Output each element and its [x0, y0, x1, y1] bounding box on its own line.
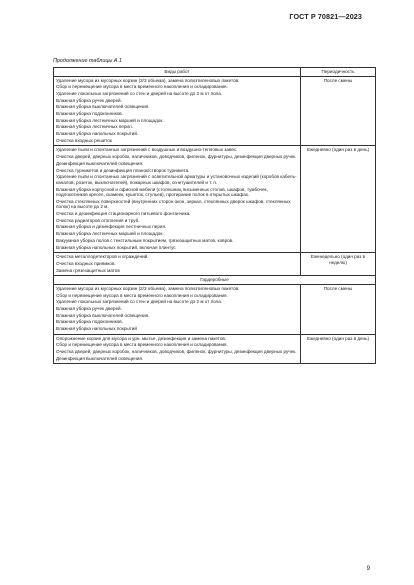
table-row	[54, 146, 376, 253]
work-item: Очистка металлодетекторов и ограждений.	[56, 254, 149, 260]
work-item: Сбор и перемещение мусора в места временного накопления и складирования.	[56, 292, 228, 298]
works-cell	[54, 76, 301, 146]
work-item: Влажная уборка ручек дверей.	[56, 97, 122, 103]
works-cell	[54, 146, 301, 253]
work-item: Сбор и перемещение мусора в места временного накопления и складирования.	[56, 342, 228, 348]
work-item: Удаление мусора из мусорных корзин (2/3 объема), замена полиэтиленовых пакетов.	[56, 77, 240, 83]
work-item: Влажная уборка лестничных перил.	[56, 124, 133, 130]
work-item: Влажная уборка подоконников.	[56, 111, 124, 117]
column-header-periodicity: Периодичность	[301, 68, 376, 77]
work-item: Удаление локальных загрязнений со стен и дверей на высоте до 2 м от пола.	[56, 90, 223, 96]
work-item: Влажная уборка напольных покрытий.	[56, 131, 139, 137]
table-body	[54, 76, 376, 364]
works-cell	[54, 284, 301, 334]
table-row	[54, 284, 376, 334]
work-item: Очистка входных решеток	[56, 137, 112, 143]
column-header-works: Виды работ	[54, 68, 301, 77]
work-item: Сбор и перемещение мусора в места временного накопления и складирования.	[56, 84, 228, 90]
work-item: Влажная уборка ручек дверей.	[56, 305, 122, 311]
work-item: Очистка входных приямков.	[56, 260, 116, 266]
periodicity-cell: После смены	[301, 76, 376, 146]
work-item: Удаление локальных загрязнений со стен и дверей на высоте до 2 м от пола.	[56, 299, 223, 305]
periodicity-cell: Еженедельно (один раз в неделю)	[301, 253, 376, 276]
periodicity-cell: После смены	[301, 284, 376, 334]
work-item: Влажная уборка корпусной и офисной мебели (столешниц письменных столов, шкафов, тумбочек, подлокотников кресел, скамеек, кушеток, стульев), протирание полок в открытых шкафах.	[56, 186, 268, 198]
page-number: 9	[366, 566, 370, 572]
works-cell	[54, 334, 301, 364]
work-item: Вакуумная уборка полов с текстильным покрытием, грязезащитных матов, ковров.	[56, 237, 234, 243]
work-item: Очистка стеклянных поверхностей (внутренних сторон окон, зеркал, стеклянных дверок шкафов, стеклянных полок) на высоте до 2 м.	[56, 198, 291, 210]
periodicity-cell: Ежедневно (один раз в день)	[301, 146, 376, 253]
work-item: Удаление пыли и спонтанных загрязнений с осветительной арматуры и установочных изделий (коробов кабель-каналов, розеток, выключателей), пожарных шкафов, огнетушителей и т. п.	[56, 174, 297, 185]
work-item: Замена грязезащитных матов	[56, 267, 120, 273]
work-item: Дезинфекция выключателей освещения.	[56, 355, 144, 361]
work-item: Дезинфекция выключателей освещения.	[56, 160, 144, 166]
section-row-wardrobes	[54, 276, 376, 285]
table-row	[54, 334, 376, 364]
work-item: Влажная уборка и дезинфекция лестничных перил.	[56, 224, 167, 230]
work-item: Очистка радиаторов отопления и труб.	[56, 217, 140, 223]
work-item: Влажная уборка напольных покрытий	[56, 325, 137, 331]
work-item: Опорожнение корзин для мусора и урн, мытье, дезинфекция и замена пакетов.	[56, 335, 227, 341]
work-item: Влажная уборка лестничных маршей и площадок.	[56, 117, 164, 123]
cleaning-table	[53, 67, 376, 364]
work-item: Влажная уборка выключателей освещения.	[56, 312, 150, 318]
document-code: ГОСТ Р 70821—2023	[289, 12, 362, 21]
table-row	[54, 76, 376, 146]
work-item: Очистка и дезинфекция стационарного питьевого фонтанчика.	[56, 211, 191, 217]
works-cell	[54, 253, 301, 276]
periodicity-cell: Ежедневно (один раз в день)	[301, 334, 376, 364]
table-row	[54, 253, 376, 276]
work-item: Очистка дверей, дверных коробок, наличников, доводчиков, филенок, фурнитуры, дезинфекция дверных ручек.	[56, 349, 297, 355]
work-item: Очистка дверей, дверных коробок, наличников, доводчиков, филенок, фурнитуры, дезинфекция дверных ручек.	[56, 154, 297, 160]
work-item: Влажная уборка лестничных маршей и площадок.	[56, 231, 164, 237]
work-item: Очистка турникетов и дезинфекция планок/створок турникета.	[56, 167, 190, 173]
work-item: Влажная уборка подоконников.	[56, 319, 124, 325]
work-item: Удаление пыли и спонтанных загрязнений с воздушных и воздушно-тепловых завес.	[56, 147, 238, 153]
section-title: Гардеробные	[54, 276, 376, 285]
work-item: Удаление мусора из мусорных корзин (2/3 объема), замена полиэтиленовых пакетов.	[56, 285, 240, 291]
work-item: Влажная уборка выключателей освещения.	[56, 104, 150, 110]
table-header-row	[54, 68, 376, 77]
table-continuation-label: Продолжение таблицы А.1	[53, 58, 122, 64]
work-item: Влажная уборка напольных покрытий, включая плинтус	[56, 244, 176, 250]
